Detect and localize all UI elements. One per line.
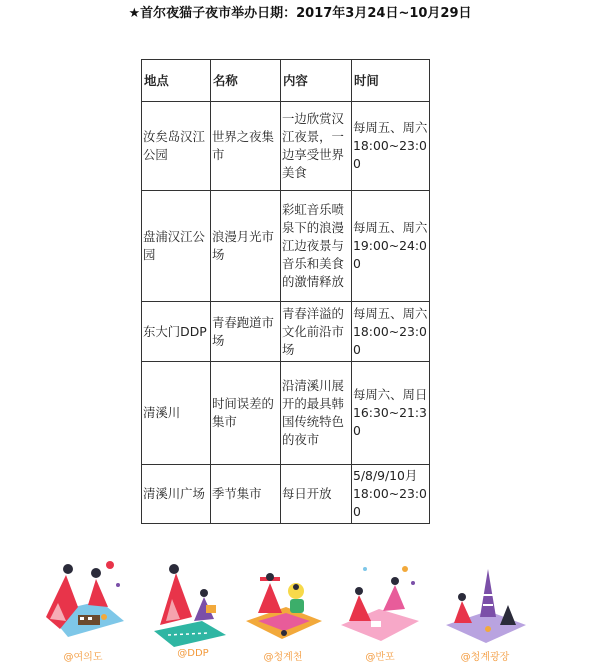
table-row	[142, 465, 430, 524]
yeouido-market-illustration-icon	[38, 555, 128, 647]
cell-time: 每周五、周六 18:00~23:00	[352, 102, 430, 191]
cell-name: 时间误差的集市	[211, 362, 281, 465]
header-location: 地点	[142, 60, 211, 102]
table-row	[142, 362, 430, 465]
page-heading: ★首尔夜猫子夜市举办日期：2017年3月24日~10月29日	[128, 6, 472, 21]
header-content: 内容	[281, 60, 352, 102]
illustration-ddp	[148, 555, 238, 667]
illustration-yeouido	[38, 555, 128, 667]
cell-content: 每日开放	[281, 465, 352, 524]
cell-location: 盘浦汉江公园	[142, 191, 211, 302]
table-row	[142, 191, 430, 302]
ddp-market-illustration-icon	[148, 555, 238, 647]
illustration-caption: @DDP	[177, 648, 209, 659]
illustration-caption: @여의도	[63, 652, 103, 663]
cell-content: 彩虹音乐喷泉下的浪漫江边夜景与音乐和美食的激情释放	[281, 191, 352, 302]
night-market-table	[141, 59, 430, 524]
cell-content: 一边欣赏汉江夜景，一边享受世界美食	[281, 102, 352, 191]
cell-name: 浪漫月光市场	[211, 191, 281, 302]
illustration-cheonggyecheon	[238, 555, 328, 667]
illustration-caption: @반포	[365, 652, 395, 663]
banpo-market-illustration-icon	[335, 555, 425, 647]
cell-time: 每周五、周六 19:00~24:00	[352, 191, 430, 302]
cell-name: 季节集市	[211, 465, 281, 524]
cell-content: 沿清溪川展开的最具韩国传统特色的夜市	[281, 362, 352, 465]
table-row	[142, 302, 430, 362]
illustration-banpo	[335, 555, 425, 667]
cell-content: 青春洋溢的文化前沿市场	[281, 302, 352, 362]
cell-time: 每周六、周日 16:30~21:30	[352, 362, 430, 465]
cheonggyecheon-market-illustration-icon	[238, 555, 328, 647]
table-row	[142, 102, 430, 191]
cheonggye-plaza-market-illustration-icon	[440, 555, 530, 647]
cell-name: 世界之夜集市	[211, 102, 281, 191]
market-illustrations	[0, 555, 600, 667]
cell-location: 东大门DDP	[142, 302, 211, 362]
illustration-cheonggye-plaza	[440, 555, 530, 667]
cell-time: 5/8/9/10月 18:00~23:00	[352, 465, 430, 524]
header-time: 时间	[352, 60, 430, 102]
illustration-caption: @청계천	[263, 652, 303, 663]
cell-time: 每周五、周六 18:00~23:00	[352, 302, 430, 362]
cell-location: 汝矣岛汉江公园	[142, 102, 211, 191]
illustration-caption: @청계광장	[460, 652, 510, 663]
header-name: 名称	[211, 60, 281, 102]
cell-location: 清溪川	[142, 362, 211, 465]
table-header-row	[142, 60, 430, 102]
cell-name: 青春跑道市场	[211, 302, 281, 362]
cell-location: 清溪川广场	[142, 465, 211, 524]
